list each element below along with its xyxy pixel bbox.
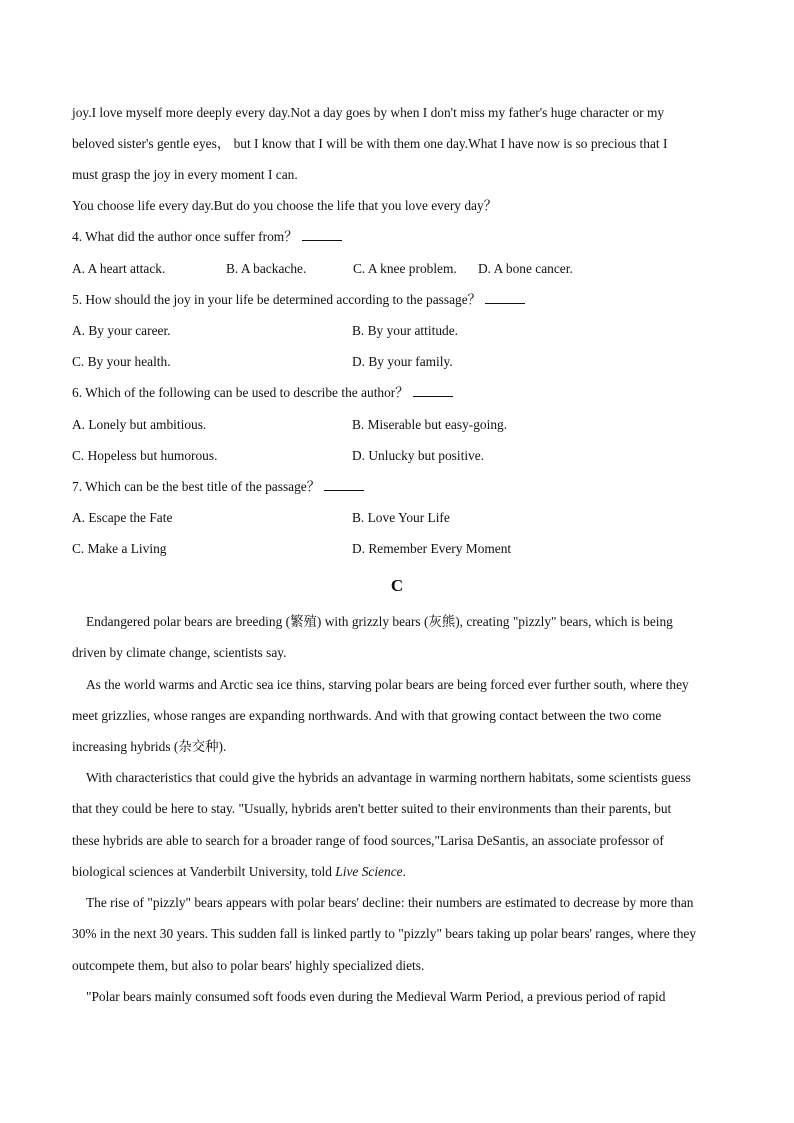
passage-line: joy.I love myself more deeply every day.Not a day goes by when I don't miss my father's huge character or my xyxy=(72,105,665,120)
option-7a[interactable]: A. Escape the Fate xyxy=(72,510,173,525)
section-heading: C xyxy=(390,576,404,595)
passage-line: meet grizzlies, whose ranges are expanding northwards. And with that growing contact between the two come xyxy=(72,708,662,723)
option-4c[interactable]: C. A knee problem. xyxy=(353,261,457,276)
option-7b[interactable]: B. Love Your Life xyxy=(352,510,450,525)
question-4-stem xyxy=(72,228,732,246)
option-6b[interactable]: B. Miserable but easy-going. xyxy=(352,417,508,432)
passage-line: The rise of "pizzly" bears appears with polar bears' decline: their numbers are estimated to decrease by more than xyxy=(86,895,694,910)
option-4a[interactable]: A. A heart attack. xyxy=(72,261,166,276)
answer-blank[interactable] xyxy=(485,291,525,304)
option-5a[interactable]: A. By your career. xyxy=(72,323,171,338)
option-6c[interactable]: C. Hopeless but humorous. xyxy=(72,448,218,463)
option-4d[interactable]: D. A bone cancer. xyxy=(478,261,573,276)
question-text: 6. Which of the following can be used to describe the author？ xyxy=(72,385,409,400)
passage-line: driven by climate change, scientists say. xyxy=(72,645,287,660)
passage-line: As the world warms and Arctic sea ice thins, starving polar bears are being forced ever further south, where they xyxy=(86,677,689,692)
question-7-stem xyxy=(72,478,732,496)
passage-line: must grasp the joy in every moment I can. xyxy=(72,167,298,182)
passage-line: "Polar bears mainly consumed soft foods even during the Medieval Warm Period, a previous period of rapid xyxy=(86,989,666,1004)
option-5d[interactable]: D. By your family. xyxy=(352,354,453,369)
source-title: Live Science xyxy=(335,864,403,879)
passage-line: that they could be here to stay. "Usually, hybrids aren't better suited to their environments than their parents, but xyxy=(72,801,672,816)
passage-line: these hybrids are able to search for a broader range of food sources,"Larisa DeSantis, an associate professor of xyxy=(72,833,664,848)
passage-line xyxy=(72,863,732,881)
passage-line: 30% in the next 30 years. This sudden fall is linked partly to "pizzly" bears taking up polar bears' ranges, where they xyxy=(72,926,697,941)
option-6a[interactable]: A. Lonely but ambitious. xyxy=(72,417,207,432)
option-7c[interactable]: C. Make a Living xyxy=(72,541,167,556)
option-4b[interactable]: B. A backache. xyxy=(226,261,307,276)
passage-line: beloved sister's gentle eyes， but I know that I will be with them one day.What I have now is so precious that I xyxy=(72,136,668,151)
answer-blank[interactable] xyxy=(324,478,364,491)
question-text: 5. How should the joy in your life be determined according to the passage？ xyxy=(72,292,482,307)
option-7d[interactable]: D. Remember Every Moment xyxy=(352,541,512,556)
passage-line: Endangered polar bears are breeding (繁殖) with grizzly bears (灰熊), creating "pizzly" bears, which is being xyxy=(86,614,673,629)
passage-line: You choose life every day.But do you choose the life that you love every day？ xyxy=(72,198,498,213)
option-5c[interactable]: C. By your health. xyxy=(72,354,171,369)
passage-line: increasing hybrids (杂交种). xyxy=(72,739,227,754)
question-text: 4. What did the author once suffer from？ xyxy=(72,229,298,244)
passage-line: With characteristics that could give the hybrids an advantage in warming northern habitats, some scientists guess xyxy=(86,770,691,785)
answer-blank[interactable] xyxy=(302,228,342,241)
question-6-stem xyxy=(72,384,732,402)
question-5-stem xyxy=(72,291,732,309)
question-text: 7. Which can be the best title of the passage？ xyxy=(72,479,321,494)
option-5b[interactable]: B. By your attitude. xyxy=(352,323,459,338)
answer-blank[interactable] xyxy=(413,384,453,397)
option-6d[interactable]: D. Unlucky but positive. xyxy=(352,448,485,463)
passage-line: outcompete them, but also to polar bears' highly specialized diets. xyxy=(72,958,425,973)
passage-text: . xyxy=(402,864,406,879)
passage-text: biological sciences at Vanderbilt University, told xyxy=(72,864,336,879)
